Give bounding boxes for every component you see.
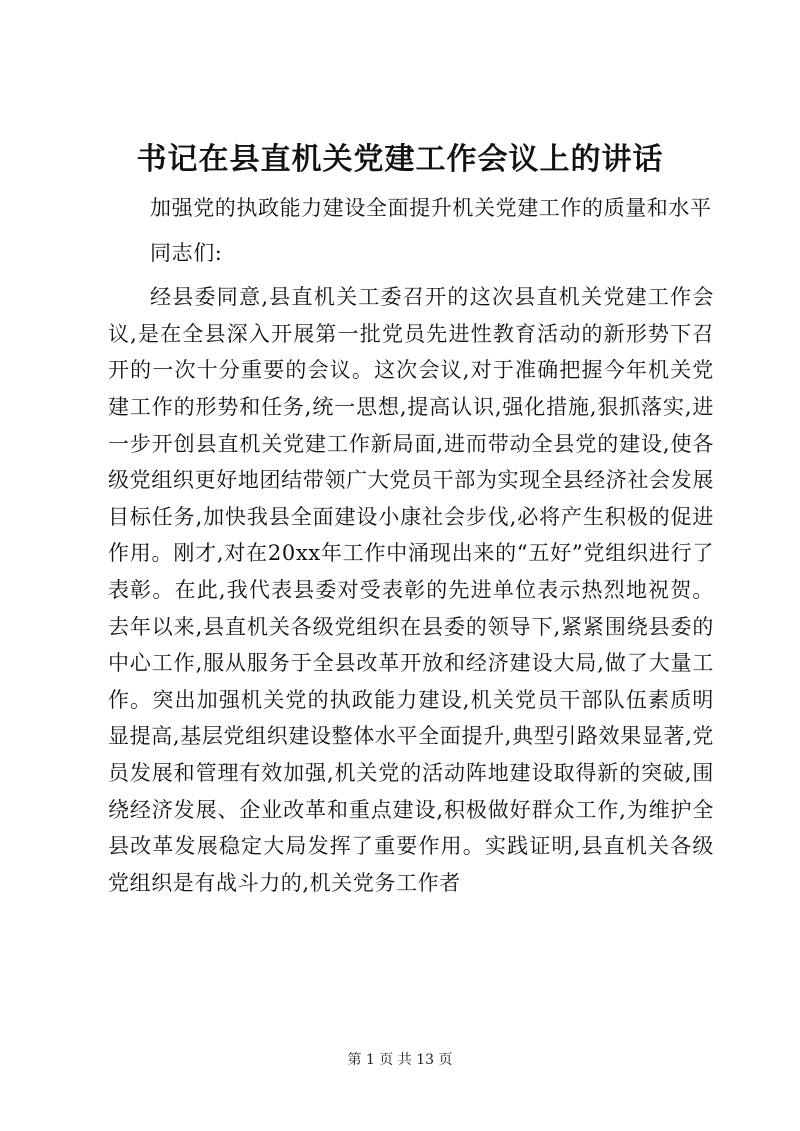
page-number-footer: 第 1 页 共 13 页 [347, 1052, 453, 1068]
document-body [108, 190, 714, 901]
document-title: 书记在县直机关党建工作会议上的讲话 [136, 142, 664, 177]
salutation: 同志们: [150, 240, 223, 265]
document-subtitle: 加强党的执政能力建设全面提升机关党建工作的质量和水平 [150, 196, 712, 220]
body-paragraph: 经县委同意,县直机关工委召开的这次县直机关党建工作会议,是在全县深入开展第一批党员先进性教育活动的新形势下召开的一次十分重要的会议。这次会议,对于准确把握今年机关党建工作的形势和任务,统一思想,提高认识,强化措施,狠抓落实,进一步开创县直机关党建工作新局面,进而带动全县党的建设,使各级党组织更好地团结带领广大党员干部为实现全县经济社会发展目标任务,加快我县全面建设小康社会步伐,必将产生积极的促进作用。刚才,对在20xx年工作中涌现出来的“五好”党组织进行了表彰。在此,我代表县委对受表彰的先进单位表示热烈地祝贺。去年以来,县直机关各级党组织在县委的领导下,紧紧围绕县委的中心工作,服从服务于全县改革开放和经济建设大局,做了大量工作。突出加强机关党的执政能力建设,机关党员干部队伍素质明显提高,基层党组织建设整体水平全面提升,典型引路效果显著,党员发展和管理有效加强,机关党的活动阵地建设取得新的突破,围绕经济发展、企业改革和重点建设,积极做好群众工作,为维护全县改革发展稳定大局发挥了重要作用。实践证明,县直机关各级党组织是有战斗力的,机关党务工作者 [108, 285, 714, 895]
